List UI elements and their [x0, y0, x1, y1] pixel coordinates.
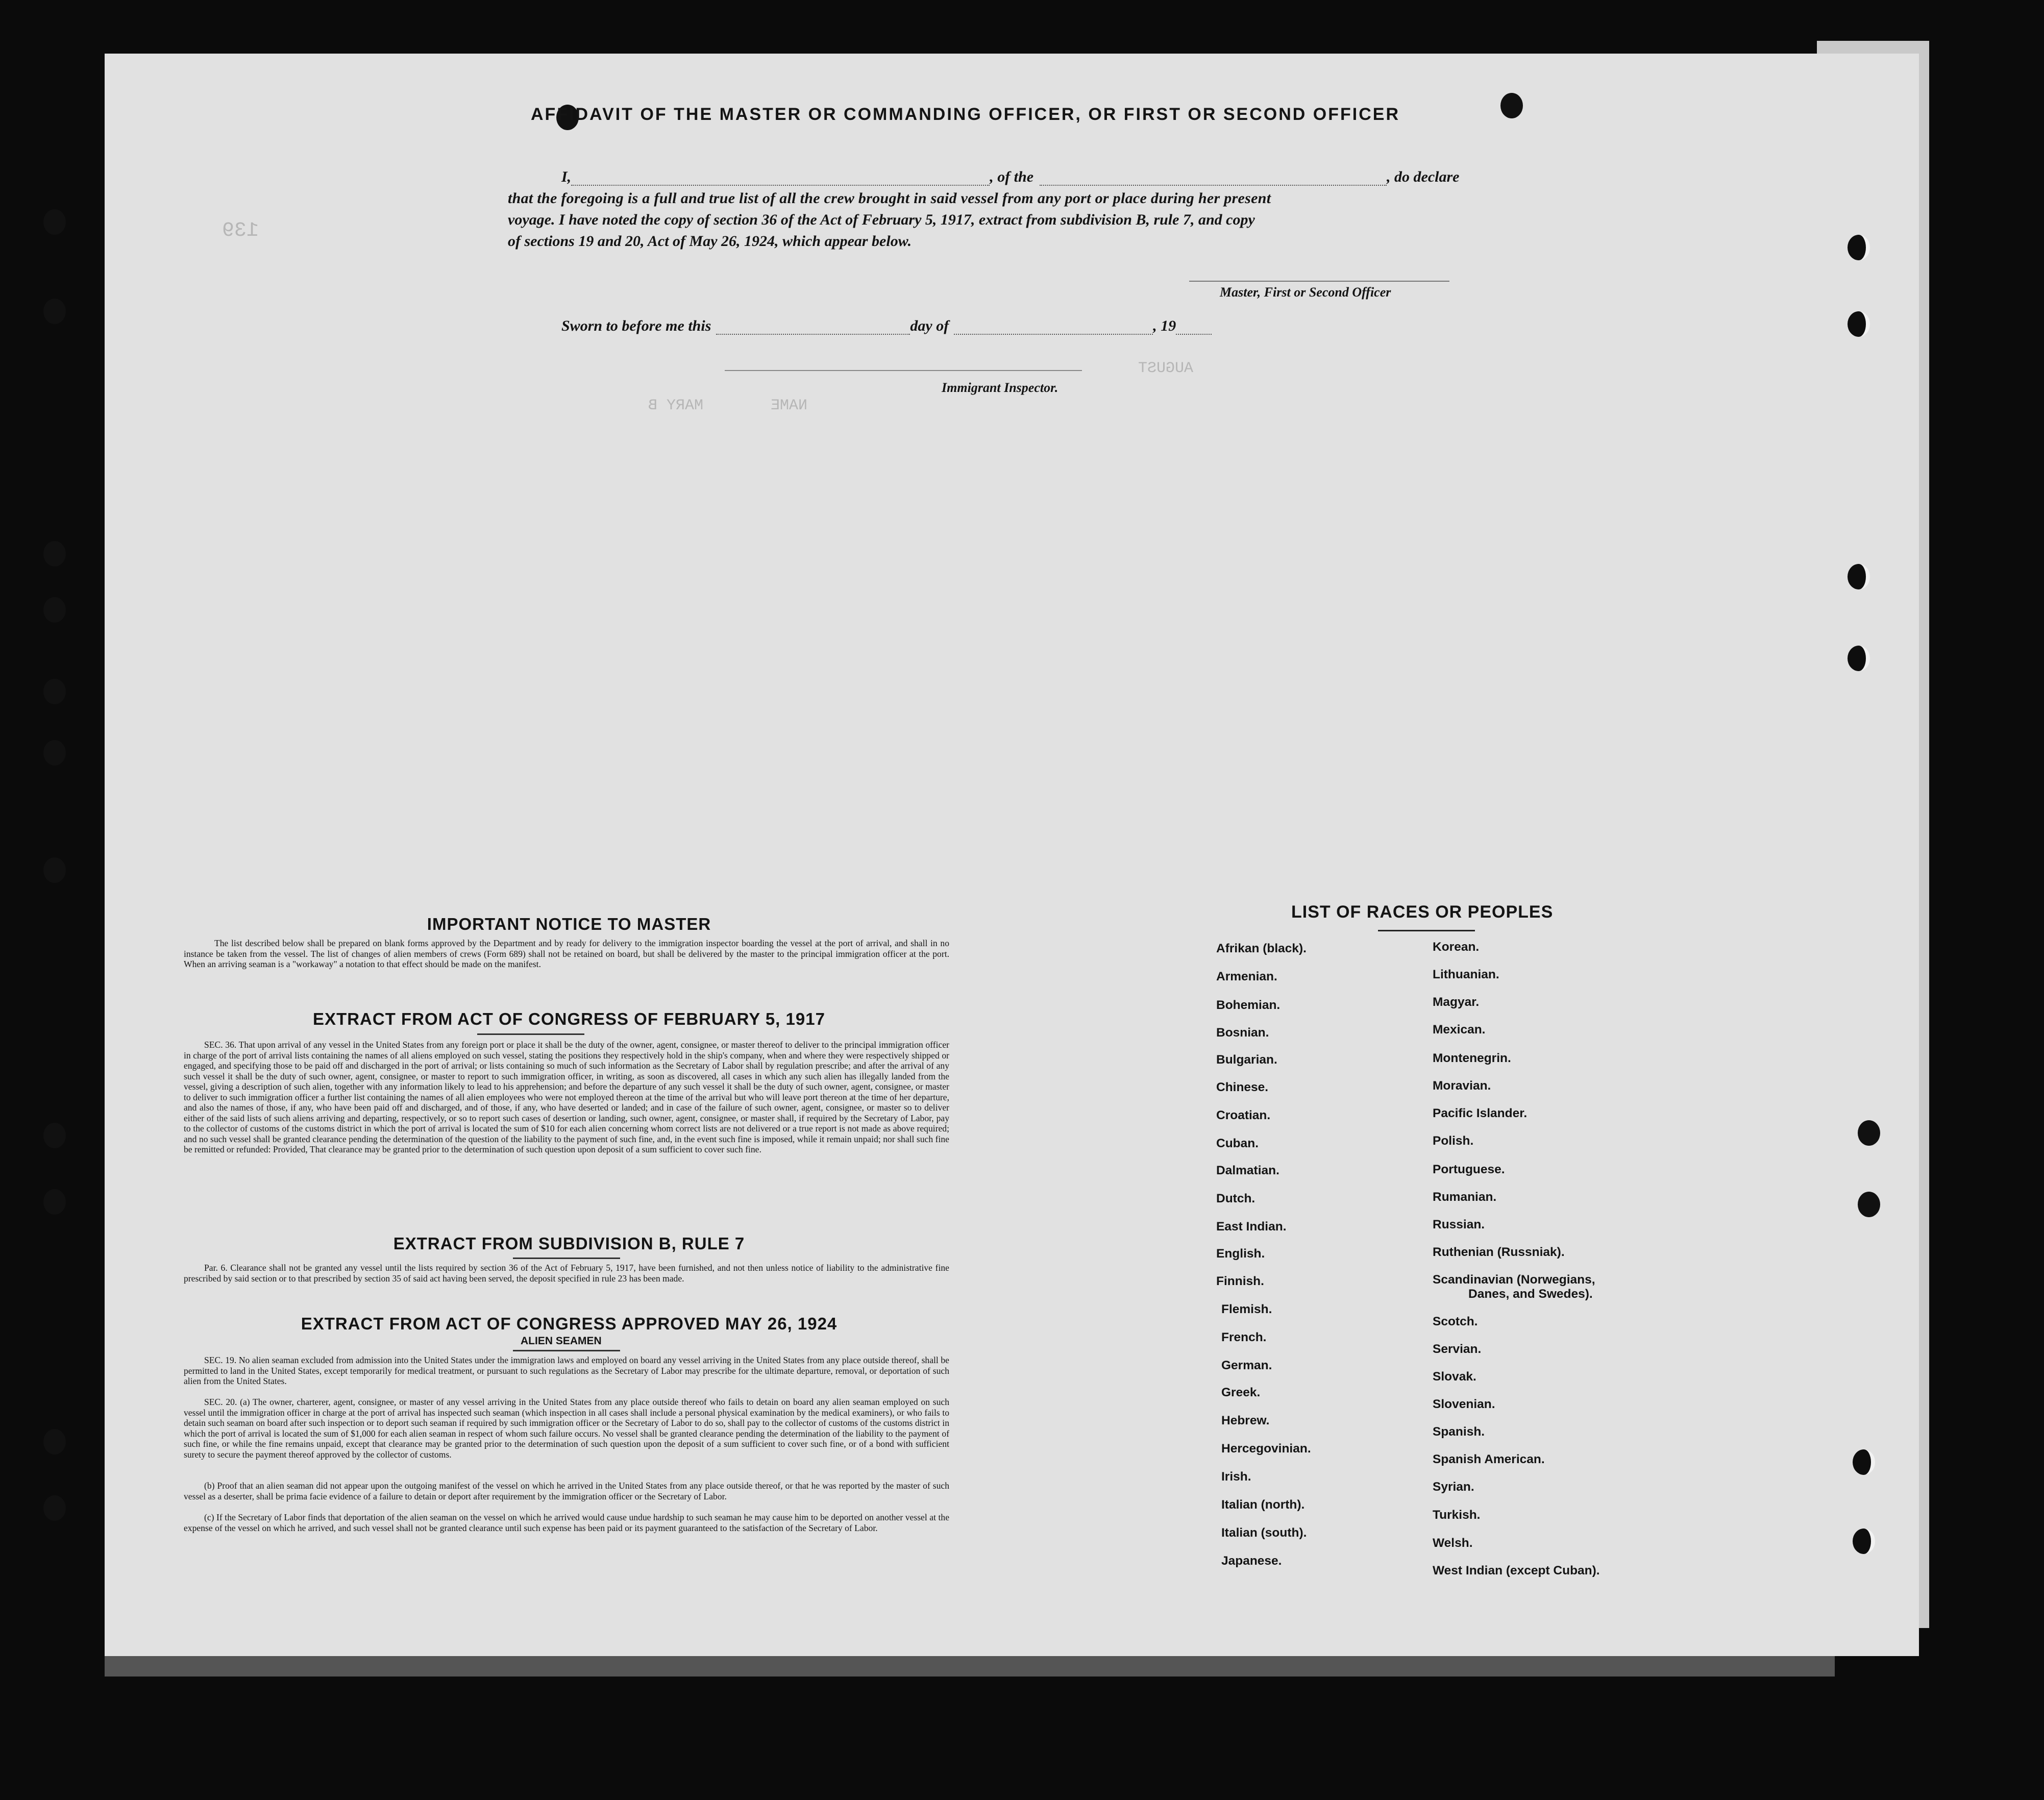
inspector-caption: Immigrant Inspector.	[942, 380, 1058, 395]
race-item: Lithuanian.	[1433, 968, 1499, 981]
race-item: Montenegrin.	[1433, 1051, 1511, 1065]
punch-hole	[43, 740, 66, 766]
race-item: Bulgarian.	[1216, 1053, 1277, 1067]
race-item: Bohemian.	[1216, 998, 1280, 1012]
race-item: Armenian.	[1216, 970, 1277, 983]
officer-caption: Master, First or Second Officer	[1220, 285, 1391, 300]
extract-1924-subtitle: ALIEN SEAMEN	[521, 1335, 602, 1347]
race-item: Slovenian.	[1433, 1397, 1495, 1411]
declaration-line-2: that the foregoing is a full and true list of all the crew brought in said vessel from any port or place during her present	[508, 190, 1271, 207]
bleed-through-page-number: 139	[222, 219, 259, 242]
race-item: Flemish.	[1221, 1302, 1272, 1316]
race-item: Croatian.	[1216, 1108, 1271, 1122]
punch-hole	[1853, 1449, 1875, 1475]
extract-1917-rule	[477, 1033, 584, 1035]
race-item: Bosnian.	[1216, 1026, 1269, 1040]
extract-rule7-rule	[513, 1257, 620, 1259]
race-item: Italian (south).	[1221, 1526, 1307, 1540]
sworn-year-blank[interactable]	[1176, 334, 1212, 335]
race-item: Scotch.	[1433, 1315, 1478, 1328]
declaration-start-text: I,	[561, 168, 572, 185]
race-item: Mexican.	[1433, 1023, 1486, 1037]
extract-1924-sec20c: (c) If the Secretary of Labor finds that deportation of the alien seaman on the vessel on which he arrived would cause undue hardship to such seaman he may cause him to be deported on another vessel at the expense of the vessel on which he arrived, and such vessel shall not be granted clearance until such expense has been paid or its payment guaranteed to the satisfaction of the Secretary of Labor.	[184, 1512, 949, 1533]
race-item: Greek.	[1221, 1386, 1261, 1399]
officer-signature-line[interactable]	[1189, 281, 1449, 282]
extract-1924-sec20a: SEC. 20. (a) The owner, charterer, agent, consignee, or master of any vessel arriving in the United States from any place outside thereof who fails to detain on board any alien seaman employed on such vessel until the immigration officer in charge at the port of arrival has inspected such seaman (which inspection in all cases shall include a personal physical examination by the medical examiners), or who fails to detain such seaman on board after such inspection or to deport such seaman if required by such immigration officer or the Secretary of Labor to do so, shall pay to the collector of customs of the customs district in which the port of arrival is located the sum of $1,000 for each alien seaman in respect of whom such failure occurs. No vessel shall be granted clearance pending the determination of the liability to the payment of such fine, or while the fine remains unpaid, except that clearance may be granted prior to the determination of such question upon the deposit of a sum sufficient to cover such fine, or of a bond with sufficient surety to secure the payment thereof approved by the collector of customs.	[184, 1397, 949, 1460]
punch-hole	[1848, 235, 1870, 260]
bleed-through-date: AUGUST	[1138, 360, 1194, 377]
affidavit-title: AFFIDAVIT OF THE MASTER OR COMMANDING OFFICER, OR FIRST OR SECOND OFFICER	[531, 105, 1400, 124]
declaration-line-3: voyage. I have noted the copy of section 36 of the Act of February 5, 1917, extract from subdivision B, rule 7, and copy	[508, 211, 1255, 228]
race-item: Polish.	[1433, 1134, 1474, 1148]
punch-hole	[1848, 646, 1870, 671]
race-item: Servian.	[1433, 1342, 1482, 1356]
race-item: Pacific Islander.	[1433, 1106, 1528, 1120]
race-item: Moravian.	[1433, 1079, 1491, 1093]
punch-hole	[1853, 1528, 1875, 1554]
sworn-day-blank[interactable]	[716, 334, 910, 335]
punch-hole	[43, 541, 66, 566]
inspector-signature-line[interactable]	[725, 370, 1082, 371]
punch-hole	[43, 857, 66, 883]
race-item: Ruthenian (Russniak).	[1433, 1245, 1565, 1259]
race-item: Afrikan (black).	[1216, 942, 1307, 955]
punch-hole	[1848, 564, 1870, 589]
race-item: Finnish.	[1216, 1274, 1264, 1288]
punch-hole	[1848, 311, 1870, 337]
bleed-through-name-column: NAME	[771, 397, 808, 414]
race-item: Scandinavian (Norwegians,	[1433, 1273, 1595, 1287]
punch-hole	[43, 1189, 66, 1215]
punch-hole	[43, 1495, 66, 1521]
race-item: Syrian.	[1433, 1480, 1474, 1494]
extract-1917-title: EXTRACT FROM ACT OF CONGRESS OF FEBRUARY 5, 1917	[313, 1009, 825, 1028]
punch-hole	[1500, 93, 1523, 118]
race-item: Italian (north).	[1221, 1498, 1305, 1512]
race-item: Spanish.	[1433, 1425, 1485, 1439]
race-item: Cuban.	[1216, 1137, 1259, 1150]
races-list-rule	[1378, 930, 1475, 931]
extract-rule7-body: Par. 6. Clearance shall not be granted any vessel until the lists required by section 36 of the Act of February 5, 1917, have been furnished, and not then unless notice of liability to the administrative fine prescribed by said section or to that prescribed by section 35 of said act having been served, the deposit specified in rule 23 has been made.	[184, 1263, 949, 1284]
race-item: West Indian (except Cuban).	[1433, 1564, 1600, 1577]
vessel-name-blank[interactable]	[1040, 185, 1387, 186]
extract-1924-sec20b: (b) Proof that an alien seaman did not appear upon the outgoing manifest of the vessel on which he arrived in the United States from any place outside thereof, or that he was reported by the master of such vessel as a deserter, shall be prima facie evidence of a failure to detain or deport after requirement by the immigration officer or the Secretary of Labor.	[184, 1481, 949, 1501]
race-item: Dutch.	[1216, 1192, 1255, 1205]
race-item: East Indian.	[1216, 1220, 1287, 1234]
punch-hole	[43, 1123, 66, 1148]
race-item: Magyar.	[1433, 995, 1480, 1009]
race-item: Rumanian.	[1433, 1190, 1497, 1204]
sworn-line	[561, 317, 1212, 335]
race-item: English.	[1216, 1247, 1265, 1261]
extract-rule7-title: EXTRACT FROM SUBDIVISION B, RULE 7	[393, 1234, 745, 1253]
extract-1924-sec19: SEC. 19. No alien seaman excluded from admission into the United States under the immigration laws and employed on board any vessel arriving in the United States from any place outside thereof, shall be permitted to land in the United States, except temporarily for medical treatment, or pursuant to such regulations as the Secretary of Labor may prescribe for the ultimate departure, removal, or deportation of such alien from the United States.	[184, 1355, 949, 1386]
notice-body: The list described below shall be prepared on blank forms approved by the Department and by ready for delivery to the immigration inspector boarding the vessel at the port of arrival, and shall in no instance be taken from the vessel. The list of changes of alien members of crews (Form 689) shall not be retained on board, but shall be delivered by the master to the principal immigration officer at the port. When an arriving seaman is a "workaway" a notation to that effect should be made on the manifest.	[184, 938, 949, 969]
sworn-month-blank[interactable]	[954, 334, 1153, 335]
race-item: Slovak.	[1433, 1370, 1476, 1384]
race-item: Hebrew.	[1221, 1414, 1270, 1427]
extract-1924-title: EXTRACT FROM ACT OF CONGRESS APPROVED MAY 26, 1924	[301, 1314, 838, 1333]
punch-hole	[43, 679, 66, 704]
declaration-line-4: of sections 19 and 20, Act of May 26, 1924, which appear below.	[508, 233, 912, 250]
bleed-through-header: MARY B	[648, 397, 704, 414]
sworn-day-text: day of	[910, 317, 949, 334]
declaration-line-1	[561, 168, 1459, 186]
punch-hole	[43, 1429, 66, 1454]
punch-hole	[43, 597, 66, 623]
race-item: Korean.	[1433, 940, 1480, 954]
race-item: Turkish.	[1433, 1508, 1481, 1522]
race-item: Spanish American.	[1433, 1452, 1545, 1466]
notice-title: IMPORTANT NOTICE TO MASTER	[427, 915, 711, 933]
race-item: Russian.	[1433, 1218, 1485, 1231]
declaration-end-text: , do declare	[1387, 168, 1460, 185]
race-item: Irish.	[1221, 1470, 1251, 1484]
race-item: German.	[1221, 1359, 1272, 1372]
race-item: Portuguese.	[1433, 1163, 1505, 1176]
sworn-start-text: Sworn to before me this	[561, 317, 711, 334]
race-item: Chinese.	[1216, 1080, 1269, 1094]
punch-hole	[1858, 1192, 1880, 1217]
extract-1917-body: SEC. 36. That upon arrival of any vessel in the United States from any foreign port or place it shall be the duty of the owner, agent, consignee, or master thereof to deliver to the principal immigration officer in charge of the port of arrival lists containing the names of all aliens employed on such vessel, stating the positions they respectively hold in the ship's company, when and where they were respectively shipped or engaged, and specifying those to be paid off and discharged in the port of arrival; or lists containing so much of such information as the Secretary of Labor shall by regulation prescribe; and after the arrival of any such vessel it shall be the duty of such owner, agent, consignee, or master to report to such immigration officer, in writing, as soon as discovered, all cases in which any such alien has illegally landed from the vessel, giving a description of such alien, together with any information likely to lead to his apprehension; and before the departure of any such vessel it shall be the duty of such owner, agent, consignee, or master to deliver to such immigration officer a further list containing the names of all alien employees who were not employed thereon at the time of the arrival but who will leave port thereon at the time of her departure, and also the names of those, if any, who have been paid off and discharged, and of those, if any, who have deserted or landed; and in case of the failure of such owner, agent, consignee, or master so to deliver either of the said lists of such aliens arriving and departing, respectively, or so to report such cases of desertion or landing, such owner, agent, consignee, or master shall, if required by the Secretary of Labor, pay to the collector of customs of the customs district in which the port of arrival is located the sum of $10 for each alien concerning whom correct lists are not delivered or a true report is not made as above required; and no such vessel shall be granted clearance pending the determination of the question of the liability to the payment of such fine, and, in the event such fine is imposed, while it remain unpaid; nor shall such fine be remitted or refunded: Provided, That clearance may be granted prior to the determination of such question upon deposit of a sum sufficient to cover such fine.	[184, 1040, 949, 1154]
declaration-mid-text: , of the	[990, 168, 1034, 185]
race-item: Welsh.	[1433, 1536, 1473, 1550]
races-list-title: LIST OF RACES OR PEOPLES	[1291, 902, 1554, 922]
punch-hole	[43, 299, 66, 324]
sworn-year-text: , 19	[1153, 317, 1176, 334]
master-name-blank[interactable]	[571, 185, 990, 186]
punch-hole	[1858, 1120, 1880, 1146]
page-bottom-shadow	[105, 1656, 1835, 1676]
race-item: French.	[1221, 1330, 1267, 1344]
punch-hole	[43, 209, 66, 235]
race-item: Danes, and Swedes).	[1468, 1287, 1593, 1301]
race-item: Japanese.	[1221, 1554, 1282, 1568]
extract-1924-rule	[513, 1350, 620, 1351]
race-item: Dalmatian.	[1216, 1164, 1279, 1177]
race-item: Hercegovinian.	[1221, 1442, 1311, 1456]
